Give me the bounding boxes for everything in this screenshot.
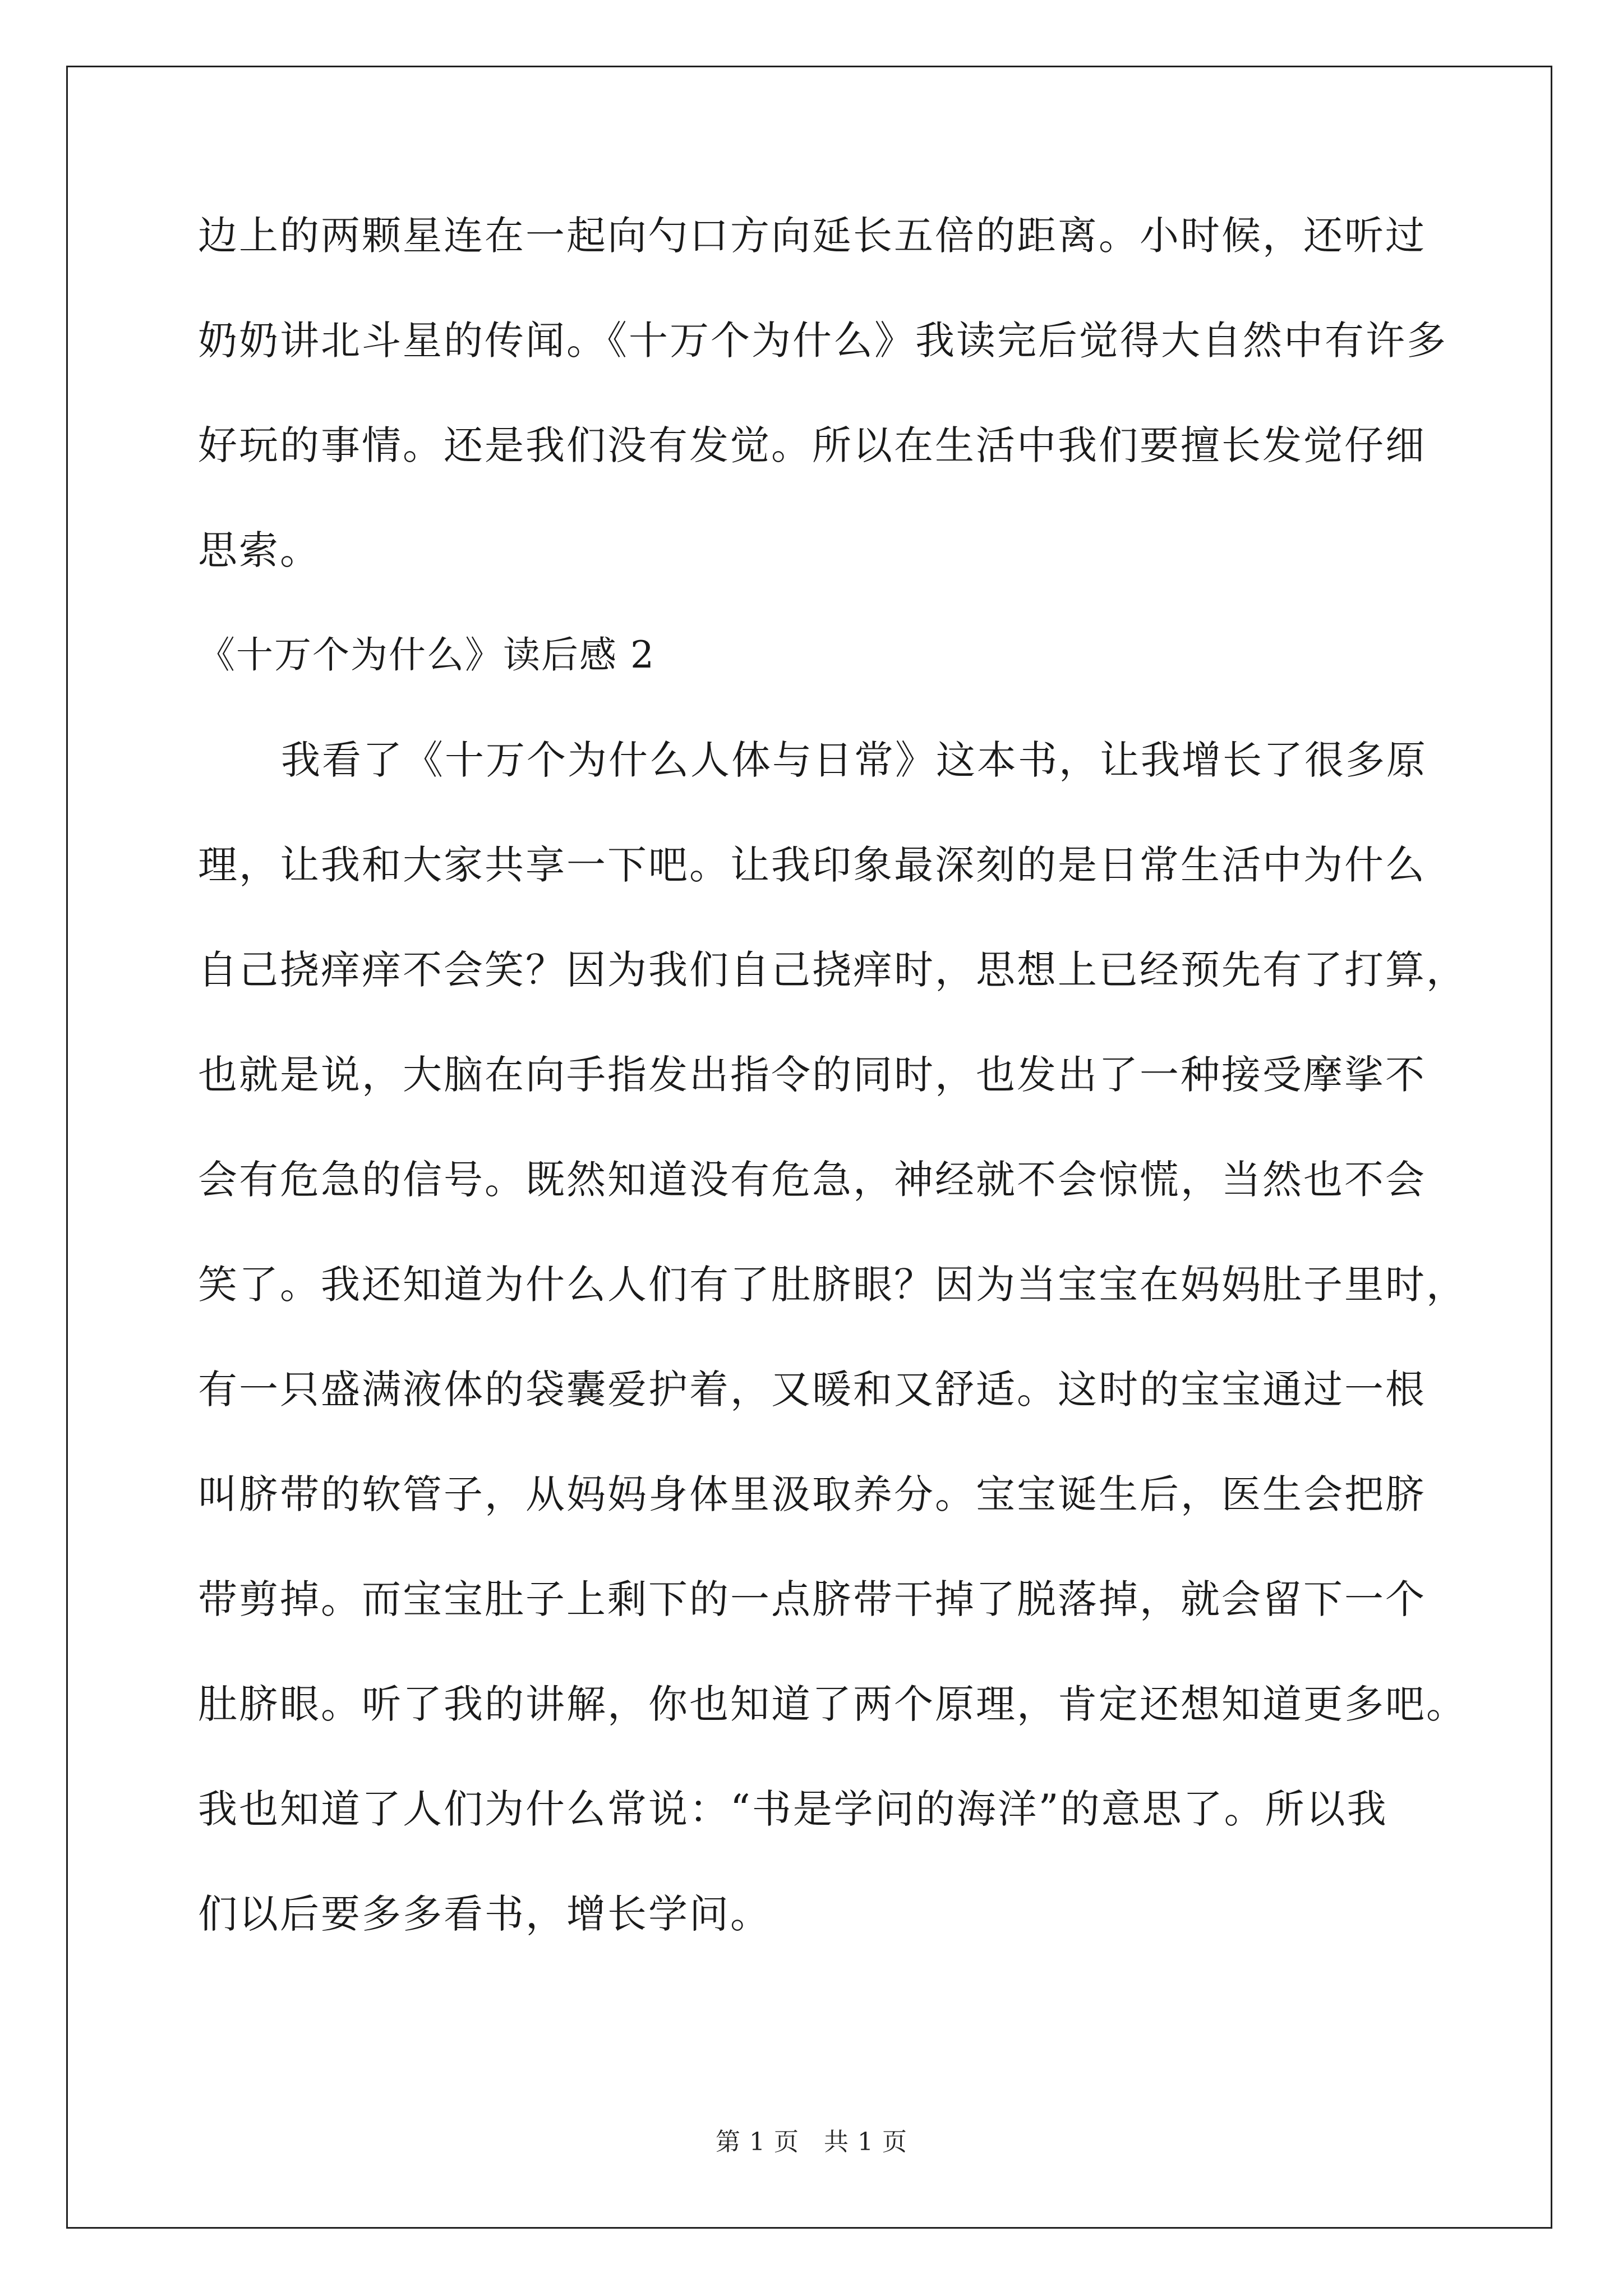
body-text-line: 奶奶讲北斗星的传闻。《十万个为什么》我读完后觉得大自然中有许多 (198, 318, 1447, 364)
document-body (198, 213, 1467, 1937)
body-text-line: 我也知道了人们为什么常说：“书是学问的海洋”的意思了。所以我 (198, 1786, 1388, 1832)
body-text-line: 理，让我和大家共享一下吧。让我印象最深刻的是日常生活中为什么 (198, 842, 1426, 888)
page-number-total: 共 1 页 (824, 2128, 907, 2156)
page-footer (0, 2130, 1623, 2155)
body-text-line: 带剪掉。而宝宝肚子上剩下的一点脐带干掉了脱落掉，就会留下一个 (198, 1576, 1426, 1622)
body-text-line: 自己挠痒痒不会笑？因为我们自己挠痒时，思想上已经预先有了打算， (198, 947, 1467, 993)
body-text-line: 肚脐眼。听了我的讲解，你也知道了两个原理，肯定还想知道更多吧。 (198, 1681, 1467, 1727)
section-heading: 《十万个为什么》读后感 2 (198, 633, 655, 677)
body-text-line: 边上的两颗星连在一起向勺口方向延长五倍的距离。小时候，还听过 (198, 213, 1426, 259)
body-text-line: 我看了《十万个为什么人体与日常》这本书，让我增长了很多原 (281, 737, 1427, 783)
body-text-line: 好玩的事情。还是我们没有发觉。所以在生活中我们要擅长发觉仔细 (198, 422, 1426, 468)
body-text-line: 会有危急的信号。既然知道没有危急，神经就不会惊慌，当然也不会 (198, 1157, 1426, 1203)
body-text-line: 思索。 (198, 527, 321, 573)
body-text-line: 笑了。我还知道为什么人们有了肚脐眼？因为当宝宝在妈妈肚子里时， (198, 1262, 1467, 1308)
body-text-line: 叫脐带的软管子，从妈妈身体里汲取养分。宝宝诞生后，医生会把脐 (198, 1471, 1426, 1517)
body-text-line: 们以后要多多看书，增长学问。 (198, 1891, 771, 1937)
page-number-current: 第 1 页 (716, 2128, 799, 2156)
body-text-line: 有一只盛满液体的袋囊爱护着，又暖和又舒适。这时的宝宝通过一根 (198, 1366, 1426, 1412)
body-text-line: 也就是说，大脑在向手指发出指令的同时，也发出了一种接受摩挲不 (198, 1052, 1426, 1098)
